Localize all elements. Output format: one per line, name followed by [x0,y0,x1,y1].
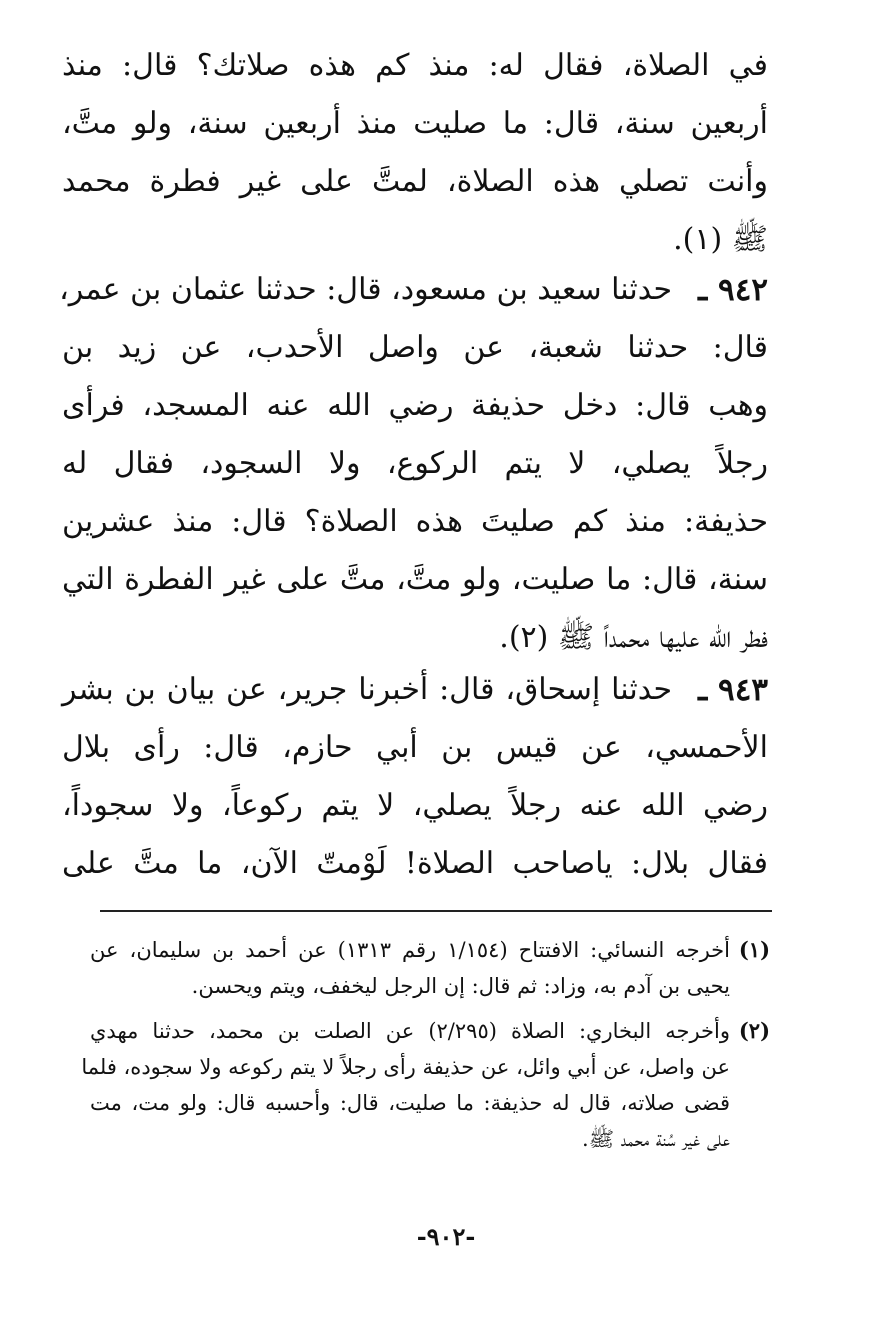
footnote-line: يحيى بن آدم به، وزاد: ثم قال: إن الرجل ليخفف، ويتم ويحسن. [191,974,730,998]
footnote-number: (١) [738,937,770,962]
text-line: وأنت تصلي هذه الصلاة، لمتَّ على غير فطرة محمد [62,164,768,199]
text-line: رجلاً يصلي، لا يتم الركوع، ولا السجود، فقال له [62,446,768,481]
text-line: الأحمسي، عن قيس بن أبي حازم، قال: رأى بلال [62,730,768,765]
text-line: حدثنا إسحاق، قال: أخبرنا جرير، عن بيان بن بشر [62,672,672,707]
text-line: ﷺ (١). [673,222,768,257]
text-line: فقال بلال: ياصاحب الصلاة! لَوْمتّ الآن، ما متَّ على [62,846,768,881]
text-line: قال: حدثنا شعبة، عن واصل الأحدب، عن زيد بن [62,330,768,365]
footnote-line: وأخرجه البخاري: الصلاة (٢/٢٩٥) عن الصلت بن محمد، حدثنا مهدي [90,1019,730,1043]
text-line: رضي الله عنه رجلاً يصلي، لا يتم ركوعاً، ولا سجوداً، [62,788,768,823]
text-line: فطر الله عليها محمداً ﷺ (٢). [499,620,768,655]
text-line: حذيفة: منذ كم صليتَ هذه الصلاة؟ قال: منذ عشرين [62,504,768,539]
text-line: سنة، قال: ما صليت، ولو متَّ، متَّ على غير الفطرة التي [62,562,768,597]
footnote-line: على غير سُنة محمد ﷺ. [582,1127,730,1151]
hadith-number: ٩٤٢ ـ [698,272,768,308]
footnote-line: أخرجه النسائي: الافتتاح (١/١٥٤ رقم ١٣١٣) عن أحمد بن سليمان، عن [90,938,730,962]
footnote-number: (٢) [738,1018,770,1043]
footnote-separator [100,910,772,912]
text-line: وهب قال: دخل حذيفة رضي الله عنه المسجد، فرأى [62,388,768,423]
footnote-line: عن واصل، عن أبي وائل، عن حذيفة رأى رجلاً لا يتم ركوعه ولا سجوده، فلما [81,1055,730,1079]
text-line: في الصلاة، فقال له: منذ كم هذه صلاتك؟ قال: منذ [62,48,768,83]
footnote-line: قضى صلاته، قال له حذيفة: ما صليت، قال: وأحسبه قال: ولو مت، مت [90,1091,730,1115]
page-number: -٩٠٢- [416,1222,476,1251]
text-line: حدثنا سعيد بن مسعود، قال: حدثنا عثمان بن عمر، [59,272,672,307]
hadith-number: ٩٤٣ ـ [698,672,768,708]
text-line: أربعين سنة، قال: ما صليت منذ أربعين سنة، ولو متَّ، [62,106,768,141]
